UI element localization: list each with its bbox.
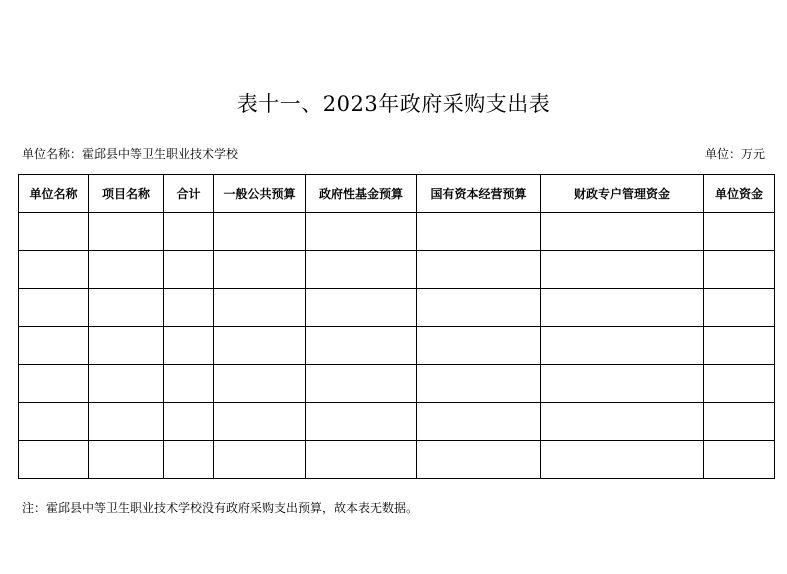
table-cell (89, 213, 164, 251)
table-row (19, 403, 775, 441)
table-cell (417, 441, 541, 479)
table-header-row (19, 175, 775, 213)
header-total: 合计 (164, 175, 214, 213)
table-cell (541, 289, 704, 327)
table-cell (704, 251, 775, 289)
table-cell (704, 403, 775, 441)
table-cell (164, 365, 214, 403)
table-cell (704, 289, 775, 327)
table-cell (89, 327, 164, 365)
table-cell (214, 327, 306, 365)
table-cell (541, 251, 704, 289)
table-cell (214, 403, 306, 441)
table-cell (164, 213, 214, 251)
table-cell (19, 251, 89, 289)
header-special-account-funds: 财政专户管理资金 (541, 175, 704, 213)
table-cell (541, 441, 704, 479)
table-cell (541, 365, 704, 403)
table-cell (541, 213, 704, 251)
table-cell (214, 365, 306, 403)
currency-unit: 单位：万元 (704, 147, 765, 161)
table-cell (306, 289, 417, 327)
table-cell (19, 213, 89, 251)
table-cell (89, 289, 164, 327)
table-cell (214, 289, 306, 327)
table-cell (214, 251, 306, 289)
unit-name: 单位名称：霍邱县中等卫生职业技术学校 (22, 147, 239, 161)
table-cell (306, 251, 417, 289)
table-row (19, 213, 775, 251)
table-cell (417, 327, 541, 365)
table-cell (164, 251, 214, 289)
page-title: 表十一、2023年政府采购支出表 (236, 92, 551, 116)
table-row (19, 365, 775, 403)
header-state-capital-budget: 国有资本经营预算 (417, 175, 541, 213)
table-cell (417, 213, 541, 251)
table-cell (417, 289, 541, 327)
table-cell (704, 213, 775, 251)
header-unit-funds: 单位资金 (704, 175, 775, 213)
table-cell (306, 403, 417, 441)
procurement-table (18, 174, 775, 479)
table-cell (89, 365, 164, 403)
table-row (19, 327, 775, 365)
table-cell (306, 441, 417, 479)
table-cell (19, 403, 89, 441)
table-row (19, 441, 775, 479)
header-project-name: 项目名称 (89, 175, 164, 213)
table-cell (164, 289, 214, 327)
table-row (19, 289, 775, 327)
table-cell (704, 441, 775, 479)
table-cell (164, 403, 214, 441)
table-cell (541, 327, 704, 365)
table-cell (306, 213, 417, 251)
table-cell (214, 213, 306, 251)
table-cell (19, 289, 89, 327)
table-cell (306, 365, 417, 403)
table-cell (417, 251, 541, 289)
table-cell (704, 327, 775, 365)
table-row (19, 251, 775, 289)
header-unit-name: 单位名称 (19, 175, 89, 213)
table-cell (306, 327, 417, 365)
table-cell (19, 365, 89, 403)
header-government-fund-budget: 政府性基金预算 (306, 175, 417, 213)
table-cell (89, 251, 164, 289)
table-cell (541, 403, 704, 441)
header-general-public-budget: 一般公共预算 (214, 175, 306, 213)
footnote: 注：霍邱县中等卫生职业技术学校没有政府采购支出预算，故本表无数据。 (22, 501, 419, 515)
table-cell (417, 403, 541, 441)
table-cell (164, 441, 214, 479)
table-cell (417, 365, 541, 403)
table-cell (89, 403, 164, 441)
table-cell (704, 365, 775, 403)
table-cell (164, 327, 214, 365)
table-cell (214, 441, 306, 479)
table-cell (89, 441, 164, 479)
table-cell (19, 327, 89, 365)
table-cell (19, 441, 89, 479)
